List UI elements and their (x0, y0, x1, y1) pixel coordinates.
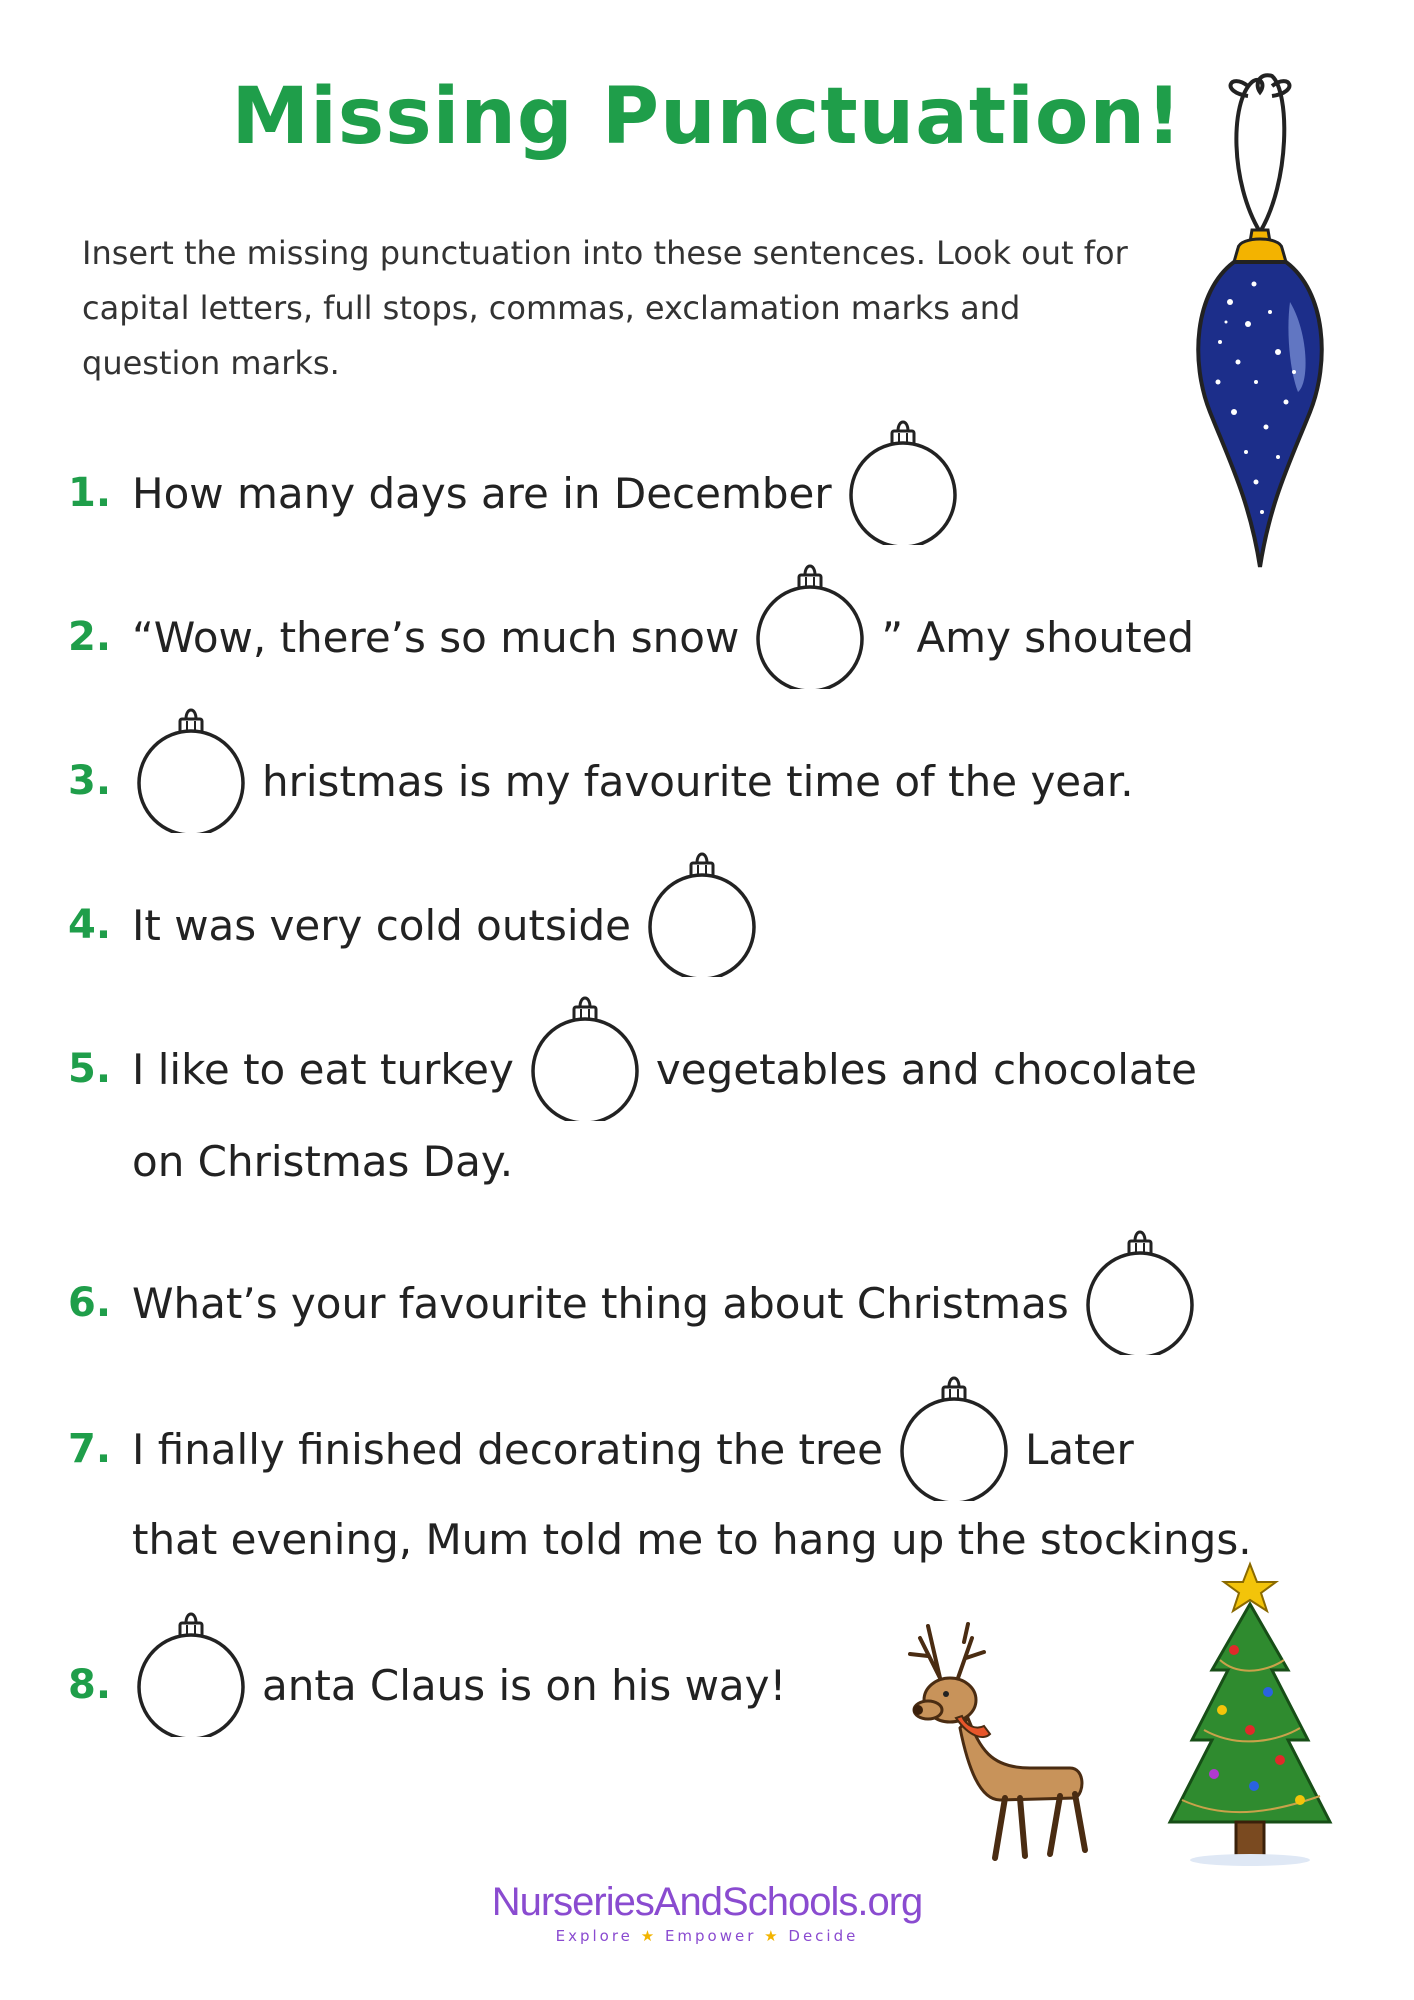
sentence-5 (132, 1034, 1197, 1104)
bauble-outline-icon[interactable] (643, 845, 761, 977)
christmas-tree-icon (1160, 1560, 1340, 1874)
sentence-4-text: It was very cold outside (132, 900, 631, 950)
item-number-1: 1. (68, 470, 112, 516)
item-number-7: 7. (68, 1426, 112, 1472)
bauble-outline-icon[interactable] (132, 701, 250, 833)
sentence-7-text-after: Later (1025, 1424, 1134, 1474)
item-number-6: 6. (68, 1280, 112, 1326)
page-title: Missing Punctuation! (231, 72, 1183, 162)
sentence-2-text-after: ” Amy shouted (881, 612, 1195, 662)
bauble-ornament-icon (1190, 62, 1330, 586)
bauble-outline-icon[interactable] (526, 989, 644, 1121)
site-logo (0, 1880, 1414, 1945)
logo-tag-2: Empower (664, 1927, 757, 1945)
sentence-4 (132, 890, 773, 960)
logo-tag-1: Explore (555, 1927, 633, 1945)
sentence-6 (132, 1268, 1211, 1338)
item-number-2: 2. (68, 614, 112, 660)
sentence-5-continuation: on Christmas Day. (132, 1136, 514, 1186)
logo-tag-3: Decide (788, 1927, 859, 1945)
bauble-outline-icon[interactable] (895, 1369, 1013, 1501)
sentence-2 (132, 602, 1194, 672)
sentence-5-text-before: I like to eat turkey (132, 1044, 514, 1094)
sentence-8-text: anta Claus is on his way! (262, 1660, 787, 1710)
star-icon: ★ (764, 1927, 781, 1945)
sentence-3-text: hristmas is my favourite time of the year. (262, 756, 1134, 806)
instructions-text: Insert the missing punctuation into these sentences. Look out for capital letters, full stops, commas, exclamation marks and question marks. (82, 234, 1128, 382)
item-number-8: 8. (68, 1662, 112, 1708)
item-number-4: 4. (68, 902, 112, 948)
reindeer-icon (880, 1618, 1100, 1872)
sentence-1 (132, 458, 974, 528)
sentence-3 (132, 746, 1134, 816)
bauble-outline-icon[interactable] (1081, 1223, 1199, 1355)
sentence-8 (132, 1650, 786, 1720)
sentence-7 (132, 1414, 1134, 1484)
sentence-5-text-after: vegetables and chocolate (655, 1044, 1197, 1094)
sentence-7-text-before: I finally finished decorating the tree (132, 1424, 884, 1474)
sentence-6-text: What’s your favourite thing about Christmas (132, 1278, 1069, 1328)
sentence-1-text: How many days are in December (132, 468, 832, 518)
sentence-7-continuation: that evening, Mum told me to hang up the stockings. (132, 1514, 1252, 1564)
item-number-3: 3. (68, 758, 112, 804)
star-icon: ★ (640, 1927, 658, 1945)
logo-name: NurseriesAndSchools.org (491, 1880, 923, 1924)
sentence-2-text-before: “Wow, there’s so much snow (132, 612, 740, 662)
bauble-outline-icon[interactable] (132, 1605, 250, 1737)
bauble-outline-icon[interactable] (844, 413, 962, 545)
logo-tagline (0, 1927, 1414, 1945)
item-number-5: 5. (68, 1046, 112, 1092)
bauble-outline-icon[interactable] (751, 557, 869, 689)
